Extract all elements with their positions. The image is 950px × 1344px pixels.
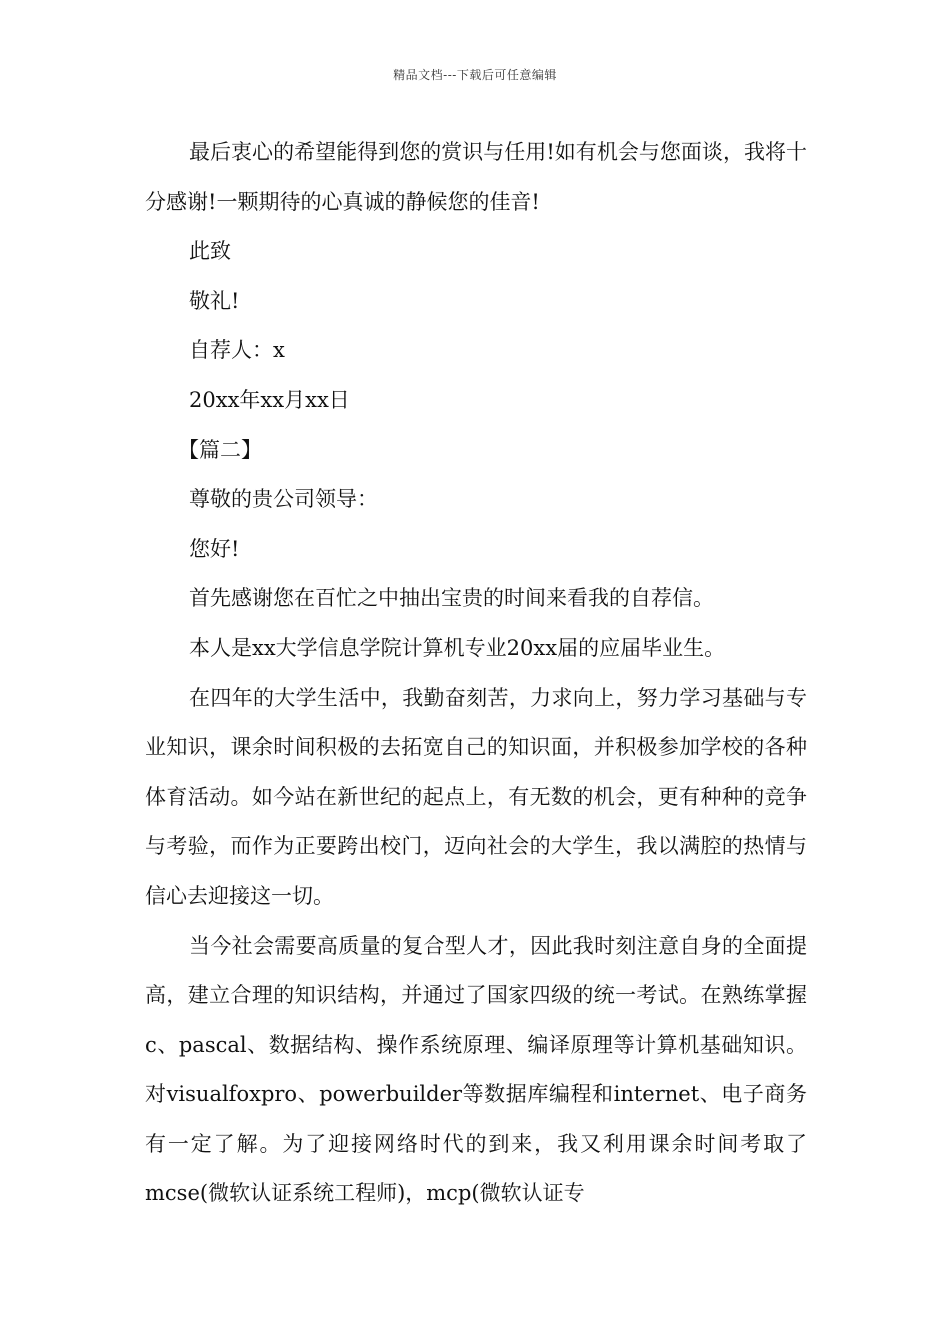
paragraph-salutation-2: 敬礼! [189, 288, 240, 313]
paragraph-thanks: 首先感谢您在百忙之中抽出宝贵的时间来看我的自荐信。 [189, 586, 714, 611]
document-body [145, 128, 807, 1219]
paragraph-greeting: 您好! [189, 536, 240, 561]
paragraph-salutation-1: 此致 [189, 239, 231, 264]
paragraph-signer: 自荐人：x [189, 338, 285, 363]
paragraph-date: 20xx年xx月xx日 [189, 387, 350, 412]
paragraph-addressee: 尊敬的贵公司领导： [189, 487, 378, 512]
page-header: 精品文档---下载后可任意编辑 [393, 68, 557, 82]
paragraph-closing-hope: 最后衷心的希望能得到您的赏识与任用!如有机会与您面谈，我将十分感谢!一颗期待的心真诚的静候您的佳音! [145, 140, 807, 214]
paragraph-skills: 当今社会需要高质量的复合型人才，因此我时刻注意自身的全面提高，建立合理的知识结构，并通过了国家四级的统一考试。在熟练掌握c、pascal、数据结构、操作系统原理、编译原理等计算机基础知识。对visualfoxpro、powerbuilder等数据库编程和internet、电子商务有一定了解。为了迎接网络时代的到来，我又利用课余时间考取了mcse(微软认证系统工程师)，mcp(微软认证专 [145, 933, 807, 1206]
paragraph-college-life: 在四年的大学生活中，我勤奋刻苦，力求向上，努力学习基础与专业知识，课余时间积极的去拓宽自己的知识面，并积极参加学校的各种体育活动。如今站在新世纪的起点上，有无数的机会，更有种种的竞争与考验，而作为正要跨出校门，迈向社会的大学生，我以满腔的热情与信心去迎接这一切。 [145, 685, 807, 908]
section-title: 【篇二】 [178, 437, 262, 462]
paragraph-intro: 本人是xx大学信息学院计算机专业20xx届的应届毕业生。 [189, 635, 726, 660]
